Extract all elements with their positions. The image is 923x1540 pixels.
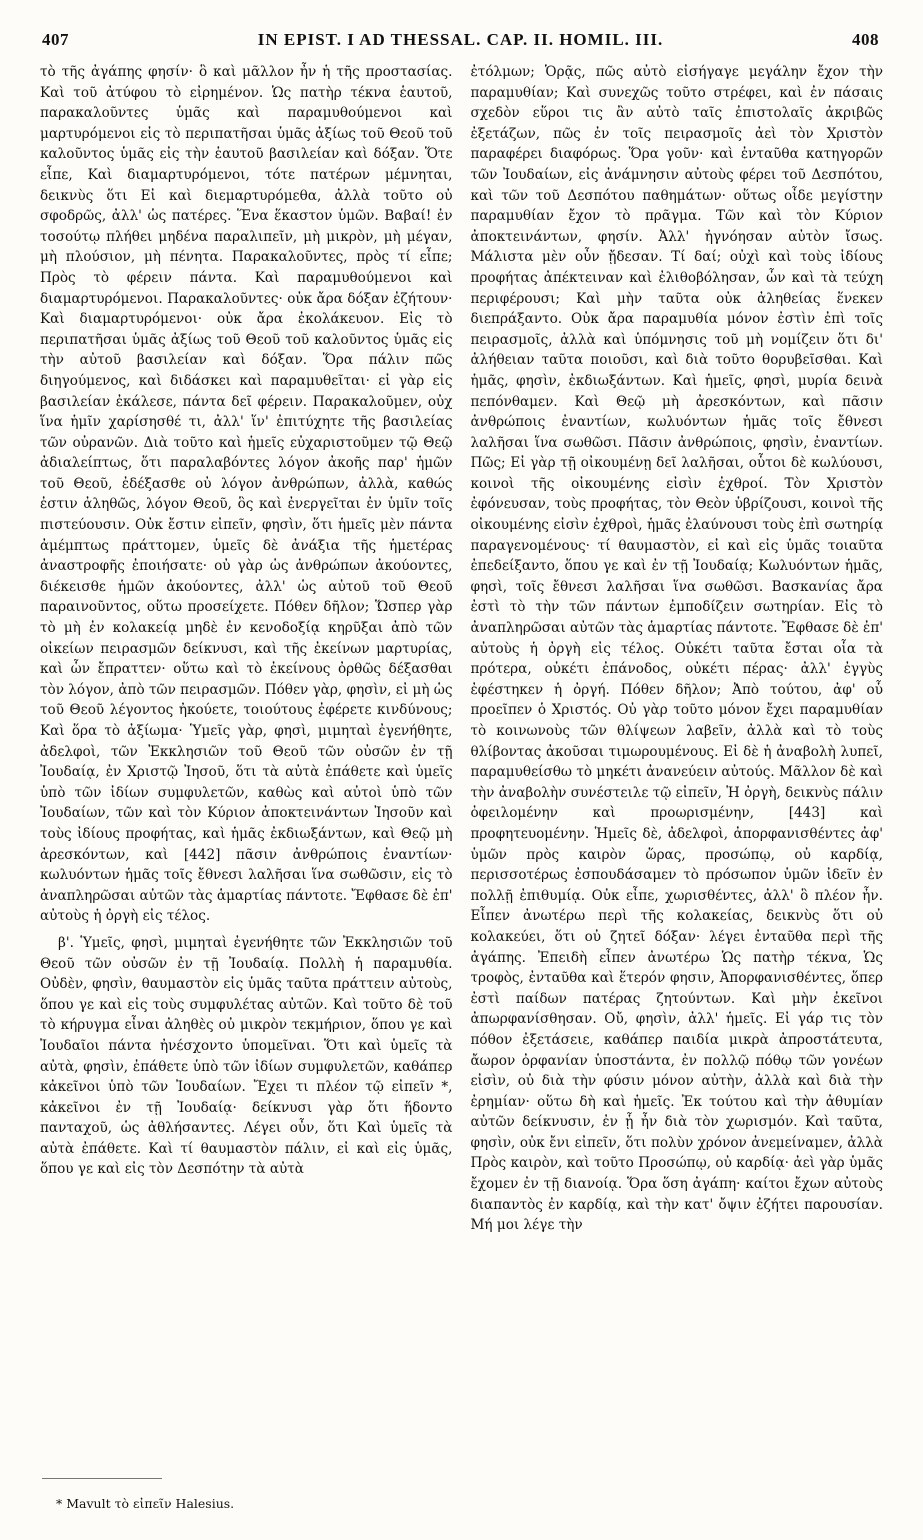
right-column [471, 62, 884, 1482]
running-header [40, 30, 883, 62]
text-columns [40, 62, 883, 1482]
page-number-left: 407 [42, 30, 69, 49]
page-number-right: 408 [851, 30, 879, 49]
footnote: * Mavult τὸ εἰπεῖν Halesius. [56, 1496, 235, 1511]
left-paragraph: τὸ τῆς ἀγάπης φησίν· ὃ καὶ μᾶλλον ἦν ἡ τῆς προστασίας. Καὶ τοῦ ἀτύφου τὸ εἰρημένον. Ὡς πατὴρ τέκνα ἑαυτοῦ, παρακαλοῦντες ὑμᾶς καὶ παραμυθούμενοι καὶ μαρτυρόμενοι εἰς τὸ περιπατῆσαι ὑμᾶς ἀξίως τοῦ Θεοῦ τοῦ καλοῦντος ὑμᾶς εἰς τὴν ἑαυτοῦ βασιλείαν καὶ δόξαν. Ὅτε εἶπε, Καὶ διαμαρτυρόμενοι, τότε πατέρων μέμνηται, δεικνὺς ὅτι Εἰ καὶ διεμαρτυρόμεθα, ἀλλὰ τοῦτο οὐ σφοδρῶς, ἀλλ' ὡς πατέρες. Ἕνα ἕκαστον ὑμῶν. Βαβαί! ἐν τοσούτῳ πλήθει μηδένα παραλιπεῖν, μὴ μικρὸν, μὴ μέγαν, μὴ πλούσιον, μὴ πένητα. Παρακαλοῦντες, πρὸς τί εἶπε; Πρὸς τὸ φέρειν πάντα. Καὶ παραμυθούμενοι καὶ διαμαρτυρόμενοι. Παρακαλοῦντες· οὐκ ἄρα δόξαν ἐζήτουν· Καὶ διαμαρτυρόμενοι· οὐκ ἄρα ἐκολάκευον. Εἰς τὸ περιπατῆσαι ὑμᾶς ἀξίως τοῦ Θεοῦ τοῦ καλοῦντος ὑμᾶς εἰς τὴν αὐτοῦ βασιλείαν καὶ δόξαν. Ὅρα πάλιν πῶς διηγούμενος, καὶ διδάσκει καὶ παραμυθεῖται· εἰ γὰρ εἰς βασιλείαν ἐκάλεσε, πάντα δεῖ φέρειν. Παρακαλοῦμεν, οὐχ ἵνα ἡμῖν χαρίσησθέ τι, ἀλλ' ἵν' ἐπιτύχητε τῆς βασιλείας τῶν οὐρανῶν. Διὰ τοῦτο καὶ ἡμεῖς εὐχαριστοῦμεν τῷ Θεῷ ἀδιαλείπτως, ὅτι παραλαβόντες λόγον ἀκοῆς παρ' ἡμῶν τοῦ Θεοῦ, ἐδέξασθε οὐ λόγον ἀνθρώπων, ἀλλὰ, καθώς ἐστιν ἀληθῶς, λόγον Θεοῦ, ὃς καὶ ἐνεργεῖται ἐν ὑμῖν τοῖς πιστεύουσιν. Οὐκ ἔστιν εἰπεῖν, φησὶν, ὅτι ἡμεῖς μὲν πάντα ἀμέμπτως πράττομεν, ὑμεῖς δὲ ἀνάξια τῆς ἡμετέρας ἀναστροφῆς ἐποιήσατε· οὐ γὰρ ὡς ἀνθρώπων ἀκούοντες, διέκεισθε ἡμῶν ἀκούοντες, ἀλλ' ὡς αὐτοῦ τοῦ Θεοῦ παραινοῦντος, οὕτω προσείχετε. Πόθεν δῆλον; Ὥσπερ γὰρ τὸ μὴ ἐν κολακείᾳ μηδὲ ἐν κενοδοξίᾳ κηρῦξαι ἀπὸ τῶν οἰκείων πειρασμῶν δείκνυσι, καὶ τῆς ἐκείνων μαρτυρίας, καὶ ὧν ἔπραττεν· οὕτω καὶ τὸ ἐκείνους ὀρθῶς δέξασθαι τὸν λόγον, ἀπὸ τῶν πειρασμῶν. Πόθεν γὰρ, φησὶν, εἰ μὴ ὡς τοῦ Θεοῦ λέγοντος ἠκούετε, τοιούτους ἐφέρετε κινδύνους; Καὶ ὅρα τὸ ἀξίωμα· Ὑμεῖς γὰρ, φησὶ, μιμηταὶ ἐγενήθητε, ἀδελφοὶ, τῶν Ἐκκλησιῶν τοῦ Θεοῦ τῶν οὐσῶν ἐν τῇ Ἰουδαίᾳ, ἐν Χριστῷ Ἰησοῦ, ὅτι τὰ αὐτὰ ἐπάθετε καὶ ὑμεῖς ὑπὸ τῶν ἰδίων συμφυλετῶν, καθὼς καὶ αὐτοὶ ὑπὸ τῶν Ἰουδαίων, τῶν καὶ τὸν Κύριον ἀποκτεινάντων Ἰησοῦν καὶ τοὺς ἰδίους προφήτας, καὶ ἡμᾶς ἐκδιωξάντων, καὶ Θεῷ μὴ ἀρεσκόντων, καὶ [442] πᾶσιν ἀνθρώποις ἐναντίων· κωλυόντων ἡμᾶς τοῖς ἔθνεσι λαλῆσαι ἵνα σωθῶσιν, εἰς τὸ ἀναπληρῶσαι αὐτῶν τὰς ἁμαρτίας πάντοτε. Ἔφθασε δὲ ἐπ' αὐτοὺς ἡ ὀργὴ εἰς τέλος. [40, 64, 453, 925]
running-title: IN EPIST. I AD THESSAL. CAP. II. HOMIL. III. [257, 30, 664, 49]
left-column [40, 62, 453, 1482]
footnote-rule [42, 1478, 162, 1479]
left-paragraph: β'. Ὑμεῖς, φησὶ, μιμηταὶ ἐγενήθητε τῶν Ἐκκλησιῶν τοῦ Θεοῦ τῶν οὐσῶν ἐν τῇ Ἰουδαίᾳ. Πολλὴ ἡ παραμυθία. Οὐδὲν, φησὶν, θαυμαστὸν εἰς ὑμᾶς ταῦτα πράττειν αὐτοὺς, ὅπου γε καὶ εἰς τοὺς συμφυλέτας αὐτῶν. Καὶ τοῦτο δὲ τοῦ τὸ κήρυγμα εἶναι ἀληθὲς οὐ μικρὸν τεκμήριον, ὅπου γε καὶ Ἰουδαῖοι πάντα ἠνέσχοντο ὑπομεῖναι. Ὅτι καὶ ὑμεῖς τὰ αὐτὰ, φησὶν, ἐπάθετε ὑπὸ τῶν ἰδίων συμφυλετῶν, καθάπερ κἀκεῖνοι ὑπὸ τῶν Ἰουδαίων. Ἔχει τι πλέον τῷ εἰπεῖν *, κἀκεῖνοι ἐν τῇ Ἰουδαίᾳ· δείκνυσι γὰρ ὅτι ἥδοντο πανταχοῦ, ὡς ἀθλήσαντες. Λέγει οὖν, ὅτι Καὶ ὑμεῖς τὰ αὐτὰ ἐπάθετε. Καὶ τί θαυμαστὸν πάλιν, εἰ καὶ εἰς ὑμᾶς, ὅπου γε καὶ εἰς τὸν Δεσπότην τὰ αὐτὰ [40, 934, 453, 1178]
right-paragraph: ἐτόλμων; Ὁρᾷς, πῶς αὐτὸ εἰσήγαγε μεγάλην ἔχον τὴν παραμυθίαν; Καὶ συνεχῶς τοῦτο στρέφει, καὶ ἐν πάσαις σχεδὸν εὕροι τις ἂν αὐτὸ ταῖς ἐπιστολαῖς ἀκριβῶς ἐξετάζων, πῶς ἐν τοῖς πειρασμοῖς ἀεὶ τὸν Χριστὸν παραφέρει διαφόρως. Ὅρα γοῦν· καὶ ἐνταῦθα κατηγορῶν τῶν Ἰουδαίων, εἰς ἀνάμνησιν αὐτοὺς φέρει τοῦ Δεσπότου, καὶ τῶν τοῦ Δεσπότου παθημάτων· οὕτως οἶδε μεγίστην παραμυθίαν ἔχον τὸ πρᾶγμα. Τῶν καὶ τὸν Κύριον ἀποκτεινάντων, φησίν. Ἀλλ' ἠγνόησαν αὐτὸν ἴσως. Μάλιστα μὲν οὖν ᾔδεσαν. Τί δαί; οὐχὶ καὶ τοὺς ἰδίους προφήτας ἀπέκτειναν καὶ ἐλιθοβόλησαν, ὧν καὶ τὰ τεύχη περιφέρουσι; Καὶ μὴν ταῦτα οὐκ ἀληθείας ἕνεκεν διεπράξαντο. Οὐκ ἄρα παραμυθία μόνον ἐστὶν ἐπὶ τοῖς πειρασμοῖς, ἀλλὰ καὶ ὑπόμνησις τοῦ μὴ νομίζειν ὅτι δι' ἀλήθειαν ταῦτα ποιοῦσι, καὶ διὰ τοῦτο θορυβεῖσθαι. Καὶ ἡμᾶς, φησὶν, ἐκδιωξάντων. Καὶ ἡμεῖς, φησὶ, μυρία δεινὰ πεπόνθαμεν. Καὶ Θεῷ μὴ ἀρεσκόντων, καὶ πᾶσιν ἀνθρώποις ἐναντίων, κωλυόντων ἡμᾶς τοῖς ἔθνεσι λαλῆσαι ἵνα σωθῶσι. Πᾶσιν ἀνθρώποις, φησὶν, ἐναντίων. Πῶς; Εἰ γὰρ τῇ οἰκουμένῃ δεῖ λαλῆσαι, οὗτοι δὲ κωλύουσι, κοινοὶ τῆς οἰκουμένης εἰσὶν ἐχθροί. Τὸν Χριστὸν ἐφόνευσαν, τοὺς προφήτας, τὸν Θεὸν ὑβρίζουσι, κοινοὶ τῆς οἰκουμένης εἰσὶν ἐχθροὶ, ἡμᾶς ἐλαύνουσι τοὺς ἐπὶ σωτηρίᾳ παραγενομένους· τί θαυμαστὸν, εἰ καὶ εἰς ὑμᾶς τοιαῦτα ἐπεδείξαντο, ὅπου γε καὶ ἐν τῇ Ἰουδαίᾳ; Κωλυόντων ἡμᾶς, φησὶ, τοῖς ἔθνεσι λαλῆσαι ἵνα σωθῶσι. Βασκανίας ἄρα ἐστὶ τὸ τὴν τῶν πάντων ἐμποδίζειν σωτηρίαν. Εἰς τὸ ἀναπληρῶσαι αὐτῶν τὰς ἁμαρτίας πάντοτε. Ἔφθασε δὲ ἐπ' αὐτοὺς ἡ ὀργὴ εἰς τέλος. Οὐκέτι ταῦτα ἔσται οἷα τὰ πρότερα, οὐκέτι ἐπάνοδος, οὐκέτι πέρας· ἀλλ' ἐγγὺς ἐφέστηκεν ἡ ὀργή. Πόθεν δῆλον; Ἀπὸ τούτου, ἀφ' οὗ προεῖπεν ὁ Χριστός. Οὐ γὰρ τοῦτο μόνον ἔχει παραμυθίαν τὸ κοινωνοὺς τῶν θλίψεων λαβεῖν, ἀλλὰ καὶ τὸ τοὺς θλίβοντας ἀκοῦσαι τιμωρουμένους. Εἰ δὲ ἡ ἀναβολὴ λυπεῖ, παραμυθείσθω τὸ μηκέτι ἀνανεύειν αὐτούς. Μᾶλλον δὲ καὶ τὴν ἀναβολὴν συνέστειλε τῷ εἰπεῖν, Ἡ ὀργὴ, δεικνὺς πάλιν ὀφειλομένην καὶ προωρισμένην, [443] καὶ προφητευομένην. Ἡμεῖς δὲ, ἀδελφοὶ, ἀπορφανισθέντες ἀφ' ὑμῶν πρὸς καιρὸν ὥρας, προσώπῳ, οὐ καρδίᾳ, περισσοτέρως ἐσπουδάσαμεν τὸ πρόσωπον ὑμῶν ἰδεῖν ἐν πολλῇ ἐπιθυμίᾳ. Οὐκ εἶπε, χωρισθέντες, ἀλλ' ὃ πλέον ἦν. Εἶπεν ἀνωτέρω περὶ τῆς κολακείας, δεικνὺς ὅτι οὐ κολακεύει, ὅτι οὐ ζητεῖ δόξαν· λέγει ἐνταῦθα περὶ τῆς ἀγάπης. Ἐπειδὴ εἶπεν ἀνωτέρω Ὡς πατὴρ τέκνα, Ὡς τροφὸς, ἐνταῦθα καὶ ἕτερόν φησιν, Ἀπορφανισθέντες, ὅπερ ἐστὶ παίδων πατέρας ζητούντων. Καὶ μὴν ἐκεῖνοι ἀπωρφανίσθησαν. Οὔ, φησὶν, ἀλλ' ἡμεῖς. Εἰ γάρ τις τὸν πόθον ἐξετάσειε, καθάπερ παιδία μικρὰ ἀπροστάτευτα, ἄωρον ὀρφανίαν ὑποστάντα, ἐν πολλῷ πόθῳ τῶν γονέων εἰσὶν, οὐ διὰ τὴν φύσιν μόνον αὐτὴν, ἀλλὰ καὶ διὰ τὴν ἐρημίαν· οὕτω δὴ καὶ ἡμεῖς. Ἐκ τούτου καὶ τὴν ἀθυμίαν αὐτῶν δείκνυσιν, ἐν ᾗ ἦν διὰ τὸν χωρισμόν. Καὶ ταῦτα, φησὶν, οὐκ ἔνι εἰπεῖν, ὅτι πολὺν χρόνον ἀνεμείναμεν, ἀλλὰ Πρὸς καιρὸν, καὶ τοῦτο Προσώπῳ, οὐ καρδίᾳ· ἀεὶ γὰρ ὑμᾶς ἔχομεν ἐν τῇ διανοίᾳ. Ὅρα ὅση ἀγάπη· καίτοι ἔχων αὐτοὺς διαπαντὸς ἐν καρδίᾳ, καὶ τὴν κατ' ὄψιν ἐζήτει παρουσίαν. Μή μοι λέγε τὴν [470, 64, 883, 1234]
